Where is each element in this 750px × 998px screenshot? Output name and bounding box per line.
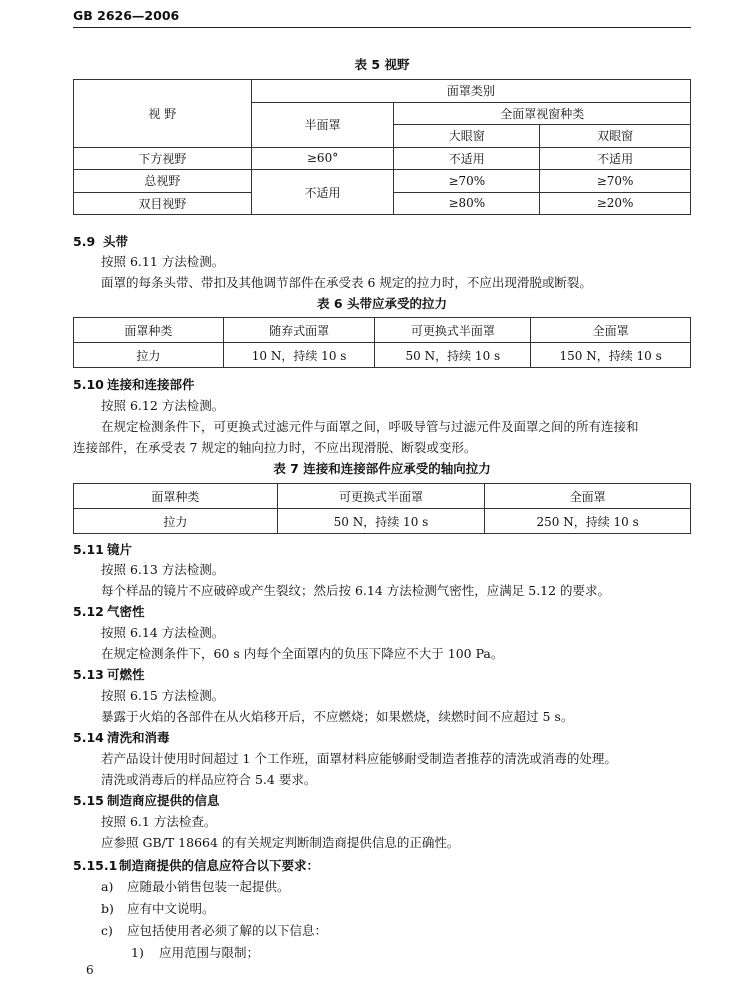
section-number: 5.15 xyxy=(73,793,104,808)
table7-cell: 250 N，持续 10 s xyxy=(485,509,691,534)
table7-header: 面罩种类 xyxy=(74,484,278,509)
section-5-10-heading xyxy=(73,375,195,393)
table6-cell: 拉力 xyxy=(74,343,224,368)
table5-cell: 不适用 xyxy=(394,147,540,170)
table6-header: 面罩种类 xyxy=(74,318,224,343)
table5-cell: 不适用 xyxy=(540,147,691,170)
section-5-12-heading xyxy=(73,602,145,620)
list-item xyxy=(101,899,215,917)
section-title: 清洗和消毒 xyxy=(107,730,170,745)
paragraph: 在规定检测条件下，60 s 内每个全面罩内的负压下降应不大于 100 Pa。 xyxy=(101,646,504,661)
table5-row-label: 双目视野 xyxy=(74,192,252,215)
section-5-15-heading xyxy=(73,791,220,809)
table5-cell: ≥70% xyxy=(394,170,540,193)
table7-cell: 50 N，持续 10 s xyxy=(277,509,485,534)
table-row xyxy=(74,318,691,343)
table5-cell: ≥80% xyxy=(394,192,540,215)
table7 xyxy=(73,483,691,534)
table-row xyxy=(74,343,691,368)
paragraph: 若产品设计使用时间超过 1 个工作班，面罩材料应能够耐受制造者推荐的清洗或消毒的处理。 xyxy=(101,751,617,766)
table6-header: 全面罩 xyxy=(531,318,691,343)
table7-caption: 表 7 连接和连接部件应承受的轴向拉力 xyxy=(273,461,491,476)
list-label: a) xyxy=(101,879,114,894)
table5 xyxy=(73,79,691,215)
paragraph: 按照 6.15 方法检测。 xyxy=(101,688,225,703)
table-row xyxy=(74,147,691,170)
list-item xyxy=(101,877,290,895)
paragraph: 清洗或消毒后的样品应符合 5.4 要求。 xyxy=(101,772,317,787)
table5-double-header: 双眼窗 xyxy=(540,125,691,148)
table5-mask-type-header: 面罩类别 xyxy=(251,80,690,103)
section-title: 气密性 xyxy=(107,604,145,619)
table6-caption: 表 6 头带应承受的拉力 xyxy=(317,296,447,311)
table-row xyxy=(74,509,691,534)
section-number: 5.12 xyxy=(73,604,104,619)
section-number: 5.15.1 xyxy=(73,858,118,873)
table-row xyxy=(74,484,691,509)
table6-cell: 150 N，持续 10 s xyxy=(531,343,691,368)
section-5-14-heading xyxy=(73,728,170,746)
paragraph: 按照 6.1 方法检查。 xyxy=(101,814,217,829)
table7-cell: 拉力 xyxy=(74,509,278,534)
section-number: 5.14 xyxy=(73,730,104,745)
table5-cell: 不适用 xyxy=(251,170,394,215)
table5-cell: ≥70% xyxy=(540,170,691,193)
section-5-15-1-heading xyxy=(73,856,319,874)
list-item xyxy=(101,921,327,939)
page-number: 6 xyxy=(86,963,94,977)
list-text: 应随最小销售包装一起提供。 xyxy=(127,879,290,894)
list-text: 应包括使用者必须了解的以下信息： xyxy=(127,923,328,938)
section-title: 制造商应提供的信息 xyxy=(107,793,220,808)
paragraph: 按照 6.13 方法检测。 xyxy=(101,562,225,577)
table5-row-label: 总视野 xyxy=(74,170,252,193)
table6-header: 随弃式面罩 xyxy=(223,318,375,343)
table5-view-header: 视 野 xyxy=(74,80,252,148)
list-text: 应用范围与限制； xyxy=(159,945,260,960)
table-row xyxy=(74,170,691,193)
table5-row-label: 下方视野 xyxy=(74,147,252,170)
paragraph: 每个样品的镜片不应破碎或产生裂纹；然后按 6.14 方法检测气密性，应满足 5.12 的要求。 xyxy=(101,583,611,598)
table6-cell: 10 N，持续 10 s xyxy=(223,343,375,368)
paragraph: 按照 6.12 方法检测。 xyxy=(101,398,225,413)
section-5-13-heading xyxy=(73,665,145,683)
section-number: 5.13 xyxy=(73,667,104,682)
section-number: 5.9 xyxy=(73,234,96,249)
section-number: 5.11 xyxy=(73,542,104,557)
list-text: 应有中文说明。 xyxy=(127,901,215,916)
sub-list-item xyxy=(131,943,259,961)
table7-header: 可更换式半面罩 xyxy=(277,484,485,509)
table5-cell: ≥60° xyxy=(251,147,394,170)
header-rule xyxy=(73,27,691,28)
document-header: GB 2626—2006 xyxy=(73,8,180,23)
section-title: 制造商提供的信息应符合以下要求： xyxy=(119,858,320,873)
table6-cell: 50 N，持续 10 s xyxy=(375,343,531,368)
table6-header: 可更换式半面罩 xyxy=(375,318,531,343)
section-number: 5.10 xyxy=(73,377,104,392)
table5-full-types-header: 全面罩视窗种类 xyxy=(394,102,691,125)
paragraph: 按照 6.14 方法检测。 xyxy=(101,625,225,640)
list-label: c) xyxy=(101,923,113,938)
paragraph: 按照 6.11 方法检测。 xyxy=(101,254,225,269)
paragraph: 暴露于火焰的各部件在从火焰移开后，不应燃烧；如果燃烧，续燃时间不应超过 5 s。 xyxy=(101,709,574,724)
table5-big-header: 大眼窗 xyxy=(394,125,540,148)
section-title: 可燃性 xyxy=(107,667,145,682)
list-label: 1) xyxy=(131,945,144,960)
section-5-9-heading xyxy=(73,232,128,250)
section-title: 连接和连接部件 xyxy=(107,377,195,392)
paragraph: 面罩的每条头带、带扣及其他调节部件在承受表 6 规定的拉力时，不应出现滑脱或断裂。 xyxy=(101,275,592,290)
table7-header: 全面罩 xyxy=(485,484,691,509)
paragraph: 连接部件，在承受表 7 规定的轴向拉力时，不应出现滑脱、断裂或变形。 xyxy=(73,440,477,455)
paragraph: 在规定检测条件下，可更换式过滤元件与面罩之间，呼吸导管与过滤元件及面罩之间的所有连接和 xyxy=(101,419,639,434)
section-title: 头带 xyxy=(103,234,129,249)
table5-caption: 表 5 视野 xyxy=(354,57,410,72)
table5-half-header: 半面罩 xyxy=(251,102,394,147)
list-label: b) xyxy=(101,901,114,916)
section-5-11-heading xyxy=(73,540,132,558)
section-title: 镜片 xyxy=(107,542,133,557)
table5-cell: ≥20% xyxy=(540,192,691,215)
paragraph: 应参照 GB/T 18664 的有关规定判断制造商提供信息的正确性。 xyxy=(101,835,460,850)
table6 xyxy=(73,317,691,368)
